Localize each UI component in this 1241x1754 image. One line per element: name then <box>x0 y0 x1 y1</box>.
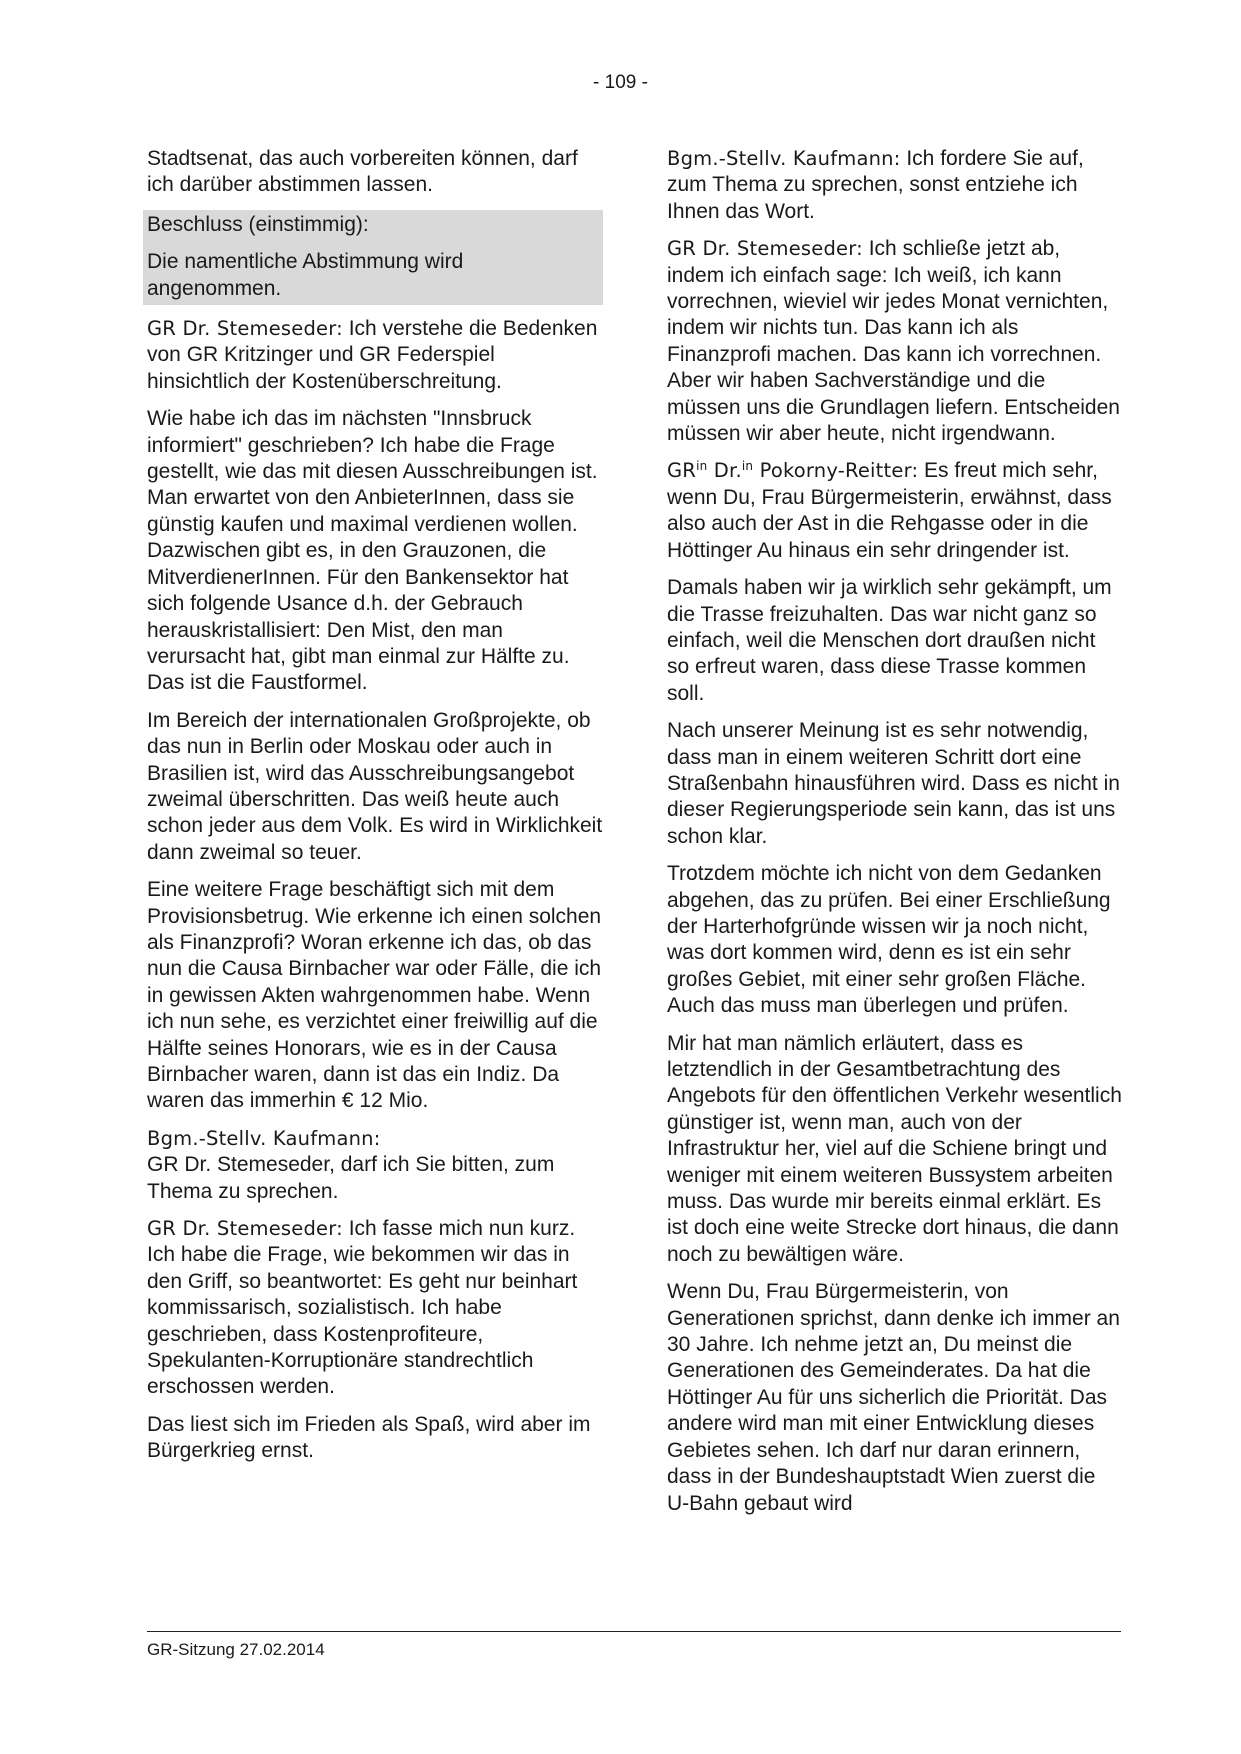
paragraph: Stadtsenat, das auch vorbereiten können, darf ich darüber abstimmen lassen. <box>147 147 578 197</box>
right-column <box>667 146 1123 1528</box>
footer-divider <box>147 1631 1121 1632</box>
gender-suffix: in <box>741 459 754 474</box>
paragraph <box>147 1126 603 1205</box>
paragraph <box>667 458 1123 564</box>
speech-text: Ich verstehe die Bedenken von GR Kritzinger und GR Federspiel hinsichtlich der Kostenüberschreitung. <box>147 317 598 393</box>
speech-text: GR Dr. Stemeseder, darf ich Sie bitten, zum Thema zu sprechen. <box>147 1153 555 1203</box>
paragraph <box>667 146 1123 225</box>
page-number: - 109 - <box>593 72 648 93</box>
speaker-title: GR <box>667 459 697 483</box>
paragraph <box>667 236 1123 447</box>
speech-text: Ich fasse mich nun kurz. Ich habe die Frage, wie bekommen wir das in den Griff, so beantwortet: Es geht nur beinhart kommissarisch, sozialistisch. Ich habe geschrieben, dass Kostenprofiteure, Spekulanten-Korruptionäre standrechtlich erschossen werden. <box>147 1217 578 1399</box>
speaker-surname: Pokorny-Reitter: <box>753 459 919 483</box>
left-column <box>147 146 603 1476</box>
speech-text: Es freut mich sehr, wenn Du, Frau Bürgermeisterin, erwähnst, dass also auch der Ast in die Rehgasse oder in die Höttinger Au hinaus ein sehr dringender ist. <box>667 459 1112 562</box>
speech-text: Ich schließe jetzt ab, indem ich einfach sage: Ich weiß, ich kann vorrechnen, wieviel wir jedes Monat vernichten, indem wir nichts tun. Das kann ich als Finanzprofi machen. Das kann ich vorrechnen. Aber wir haben Sachverständige und die müssen uns die Grundlagen liefern. Entscheiden müssen wir aber heute, nicht irgendwann. <box>667 237 1120 446</box>
paragraph: Eine weitere Frage beschäftigt sich mit dem Provisionsbetrug. Wie erkenne ich einen solchen als Finanzprofi? Woran erkenne ich das, ob das nun die Causa Birnbacher war oder Fälle, die ich in gewissen Akten wahrgenommen habe. Wenn ich nun sehe, es verzichtet einer freiwillig auf die Hälfte seines Honorars, wie es in der Causa Birnbacher waren, dann ist das ein Indiz. Da waren das immerhin € 12 Mio. <box>147 878 602 1113</box>
paragraph: Nach unserer Meinung ist es sehr notwendig, dass man in einem weiteren Schritt dort eine Straßenbahn hinausführen wird. Dass es nicht in dieser Regierungsperiode sein kann, das ist uns schon klar. <box>667 719 1120 848</box>
resolution-text: Die namentliche Abstimmung wird angenommen. <box>147 250 464 300</box>
paragraph: Wenn Du, Frau Bürgermeisterin, von Generationen sprichst, dann denke ich immer an 30 Jahre. Ich nehme jetzt an, Du meinst die Generationen des Gemeinderates. Da hat die Höttinger Au für uns sicherlich die Priorität. Das andere wird man mit einer Entwicklung dieses Gebietes sehen. Ich darf nur daran erinnern, dass in der Bundeshauptstadt Wien zuerst die U-Bahn gebaut wird <box>667 1280 1120 1515</box>
paragraph: Wie habe ich das im nächsten "Innsbruck informiert" geschrieben? Ich habe die Frage gestellt, wie das mit diesen Ausschreibungen ist. Man erwartet von den AnbieterInnen, dass sie günstig kaufen und maximal verdienen wollen. Dazwischen gibt es, in den Grauzonen, die MitverdienerInnen. Für den Bankensektor hat sich folgende Usance d.h. der Gebrauch herauskristallisiert: Den Mist, den man verursacht hat, gibt man einmal zur Hälfte zu. Das ist die Faustformel. <box>147 407 598 695</box>
paragraph: Mir hat man nämlich erläutert, dass es letztendlich in der Gesamtbetrachtung des Angebots für den öffentlichen Verkehr wesentlich günstiger ist, wenn man, auch von der Infrastruktur her, viel auf die Schiene bringt und weniger mit einem weiteren Bussystem arbeiten muss. Das wurde mir bereits einmal erklärt. Es ist doch eine weite Strecke dort hinaus, die dann noch zu bewältigen wäre. <box>667 1031 1122 1266</box>
footer-session-date: GR-Sitzung 27.02.2014 <box>147 1640 325 1659</box>
speaker-name: Bgm.-Stellv. Kaufmann: <box>147 1126 381 1150</box>
resolution-title: Beschluss (einstimmig): <box>147 212 369 236</box>
speaker-name: Bgm.-Stellv. Kaufmann: <box>667 147 901 170</box>
paragraph: Das liest sich im Frieden als Spaß, wird aber im Bürgerkrieg ernst. <box>147 1412 591 1463</box>
speaker-name: GR Dr. Stemeseder: <box>667 237 863 261</box>
gender-suffix: in <box>696 459 708 474</box>
speaker-degree: Dr. <box>707 459 742 483</box>
paragraph <box>147 1216 603 1401</box>
resolution-box <box>143 210 603 305</box>
speaker-name <box>667 459 918 482</box>
paragraph <box>147 316 603 395</box>
speech-text: Ich fordere Sie auf, zum Thema zu sprechen, sonst entziehe ich Ihnen das Wort. <box>667 147 1084 223</box>
paragraph: Trotzdem möchte ich nicht von dem Gedanken abgehen, das zu prüfen. Bei einer Erschließung der Harterhofgründe wissen wir ja noch nicht, was dort kommen wird, denn es ist ein sehr großes Gebiet, mit einer sehr großen Fläche. Auch das muss man überlegen und prüfen. <box>667 862 1111 1018</box>
speaker-name: GR Dr. Stemeseder: <box>147 317 343 341</box>
paragraph: Damals haben wir ja wirklich sehr gekämpft, um die Trasse freizuhalten. Das war nicht ganz so einfach, weil die Menschen dort draußen nicht so erfreut waren, dass diese Trasse kommen soll. <box>667 576 1112 705</box>
speaker-name: GR Dr. Stemeseder: <box>147 1217 343 1241</box>
paragraph: Im Bereich der internationalen Großprojekte, ob das nun in Berlin oder Moskau oder auch in Brasilien ist, wird das Ausschreibungsangebot zweimal überschritten. Das weiß heute auch schon jeder aus dem Volk. Es wird in Wirklichkeit dann zweimal so teuer. <box>147 708 603 864</box>
